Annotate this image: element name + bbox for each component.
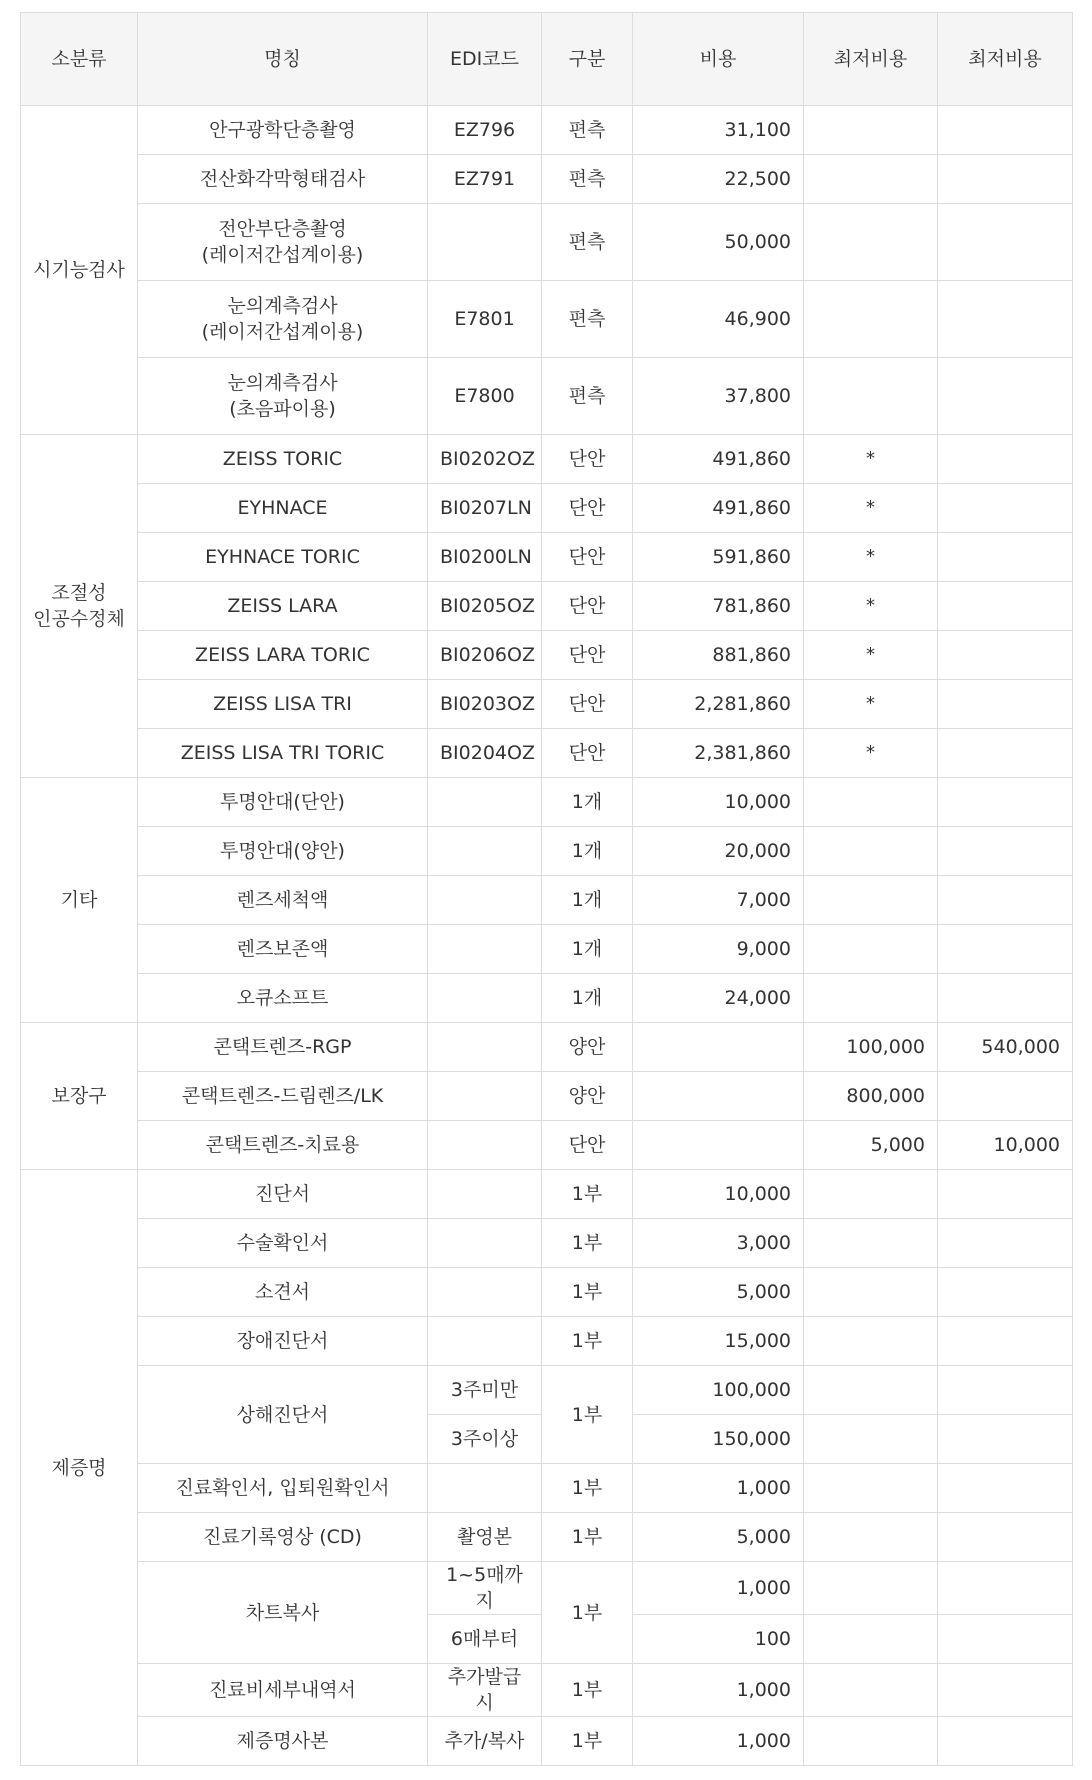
edi-code: BI0202OZ — [428, 435, 542, 484]
item-name: 진료기록영상 (CD) — [138, 1513, 428, 1562]
cost: 491,860 — [633, 484, 804, 533]
min-cost-1: * — [804, 582, 938, 631]
edi-code — [428, 1023, 542, 1072]
min-cost-1 — [804, 1562, 938, 1615]
min-cost-2 — [938, 1664, 1073, 1717]
min-cost-1: * — [804, 435, 938, 484]
category-cell: 보장구 — [21, 1023, 138, 1170]
header-min-cost-1: 최저비용 — [804, 13, 938, 106]
item-type: 1부 — [542, 1664, 633, 1717]
item-type: 편측 — [542, 155, 633, 204]
table-row — [21, 1219, 1073, 1268]
item-name: 장애진단서 — [138, 1317, 428, 1366]
item-name: ZEISS LISA TRI TORIC — [138, 729, 428, 778]
cost: 10,000 — [633, 778, 804, 827]
cost: 881,860 — [633, 631, 804, 680]
min-cost-1: * — [804, 680, 938, 729]
cost: 1,000 — [633, 1664, 804, 1717]
edi-code — [428, 974, 542, 1023]
cost: 1,000 — [633, 1562, 804, 1615]
cost: 50,000 — [633, 204, 804, 281]
item-name: 소견서 — [138, 1268, 428, 1317]
min-cost-2 — [938, 631, 1073, 680]
item-type: 1부 — [542, 1268, 633, 1317]
cost: 1,000 — [633, 1464, 804, 1513]
cost: 7,000 — [633, 876, 804, 925]
min-cost-1 — [804, 281, 938, 358]
min-cost-2 — [938, 281, 1073, 358]
item-type: 1부 — [542, 1366, 633, 1464]
min-cost-2 — [938, 484, 1073, 533]
edi-code: 추가/복사 — [428, 1717, 542, 1766]
item-name: ZEISS LARA TORIC — [138, 631, 428, 680]
edi-code: BI0204OZ — [428, 729, 542, 778]
item-name: 전안부단층촬영 (레이저간섭계이용) — [138, 204, 428, 281]
edi-code: BI0205OZ — [428, 582, 542, 631]
table-row — [21, 827, 1073, 876]
edi-code — [428, 876, 542, 925]
edi-code — [428, 204, 542, 281]
item-name: EYHNACE — [138, 484, 428, 533]
min-cost-1 — [804, 1717, 938, 1766]
table-row — [21, 974, 1073, 1023]
item-name: 상해진단서 — [138, 1366, 428, 1464]
item-name: 투명안대(양안) — [138, 827, 428, 876]
cost — [633, 1072, 804, 1121]
edi-code: 1~5매까지 — [428, 1562, 542, 1615]
min-cost-2 — [938, 827, 1073, 876]
item-type: 편측 — [542, 281, 633, 358]
item-type: 1부 — [542, 1464, 633, 1513]
min-cost-1 — [804, 1317, 938, 1366]
item-name: 콘택트렌즈-드림렌즈/LK — [138, 1072, 428, 1121]
item-name: EYHNACE TORIC — [138, 533, 428, 582]
item-type: 1부 — [542, 1717, 633, 1766]
item-name: 오큐소프트 — [138, 974, 428, 1023]
min-cost-2: 540,000 — [938, 1023, 1073, 1072]
item-name: 차트복사 — [138, 1562, 428, 1664]
table-header — [21, 13, 1073, 106]
item-name: 렌즈보존액 — [138, 925, 428, 974]
cost: 37,800 — [633, 358, 804, 435]
item-name: ZEISS LISA TRI — [138, 680, 428, 729]
header-name: 명칭 — [138, 13, 428, 106]
table-row — [21, 204, 1073, 281]
cost — [633, 1023, 804, 1072]
item-type: 1개 — [542, 778, 633, 827]
min-cost-2 — [938, 204, 1073, 281]
edi-code — [428, 1072, 542, 1121]
min-cost-1 — [804, 876, 938, 925]
table-row — [21, 1072, 1073, 1121]
item-type: 1부 — [542, 1170, 633, 1219]
min-cost-2 — [938, 1072, 1073, 1121]
edi-code — [428, 1317, 542, 1366]
item-name: 안구광학단층촬영 — [138, 106, 428, 155]
item-name: 진단서 — [138, 1170, 428, 1219]
edi-code: BI0206OZ — [428, 631, 542, 680]
edi-code — [428, 1464, 542, 1513]
edi-code — [428, 1121, 542, 1170]
item-name: 콘택트렌즈-치료용 — [138, 1121, 428, 1170]
header-min-cost-2: 최저비용 — [938, 13, 1073, 106]
item-name: 진료비세부내역서 — [138, 1664, 428, 1717]
cost: 9,000 — [633, 925, 804, 974]
item-type: 1개 — [542, 974, 633, 1023]
item-type: 1부 — [542, 1513, 633, 1562]
min-cost-2 — [938, 1366, 1073, 1415]
item-type: 1개 — [542, 925, 633, 974]
min-cost-1 — [804, 1415, 938, 1464]
min-cost-2 — [938, 1268, 1073, 1317]
cost: 24,000 — [633, 974, 804, 1023]
min-cost-1 — [804, 106, 938, 155]
edi-code — [428, 827, 542, 876]
item-type: 편측 — [542, 204, 633, 281]
table-row — [21, 1268, 1073, 1317]
table-row — [21, 1317, 1073, 1366]
item-type: 단안 — [542, 582, 633, 631]
cost: 15,000 — [633, 1317, 804, 1366]
min-cost-1 — [804, 1513, 938, 1562]
table-row — [21, 1562, 1073, 1615]
min-cost-1: 800,000 — [804, 1072, 938, 1121]
min-cost-1: * — [804, 631, 938, 680]
cost — [633, 1121, 804, 1170]
item-type: 단안 — [542, 533, 633, 582]
min-cost-2 — [938, 1717, 1073, 1766]
header-category: 소분류 — [21, 13, 138, 106]
category-cell: 시기능검사 — [21, 106, 138, 435]
table-row — [21, 358, 1073, 435]
cost: 591,860 — [633, 533, 804, 582]
table-row — [21, 1664, 1073, 1717]
header-edi: EDI코드 — [428, 13, 542, 106]
edi-code: E7800 — [428, 358, 542, 435]
min-cost-1 — [804, 778, 938, 827]
table-row — [21, 484, 1073, 533]
item-name: ZEISS TORIC — [138, 435, 428, 484]
min-cost-1 — [804, 204, 938, 281]
cost: 3,000 — [633, 1219, 804, 1268]
item-type: 편측 — [542, 106, 633, 155]
edi-code: EZ791 — [428, 155, 542, 204]
cost: 5,000 — [633, 1513, 804, 1562]
table-row — [21, 631, 1073, 680]
table-row — [21, 281, 1073, 358]
cost: 150,000 — [633, 1415, 804, 1464]
item-name: 제증명사본 — [138, 1717, 428, 1766]
table-row — [21, 106, 1073, 155]
edi-code — [428, 1170, 542, 1219]
min-cost-2 — [938, 1170, 1073, 1219]
category-cell: 기타 — [21, 778, 138, 1023]
cost: 2,281,860 — [633, 680, 804, 729]
min-cost-1 — [804, 1615, 938, 1664]
min-cost-1 — [804, 925, 938, 974]
item-name: 수술확인서 — [138, 1219, 428, 1268]
table-row — [21, 778, 1073, 827]
item-type: 양안 — [542, 1023, 633, 1072]
edi-code — [428, 925, 542, 974]
table-row — [21, 925, 1073, 974]
edi-code: 3주미만 — [428, 1366, 542, 1415]
min-cost-1: * — [804, 533, 938, 582]
min-cost-1: 100,000 — [804, 1023, 938, 1072]
min-cost-2 — [938, 778, 1073, 827]
edi-code — [428, 1219, 542, 1268]
min-cost-1: 5,000 — [804, 1121, 938, 1170]
table-row — [21, 1121, 1073, 1170]
edi-code: 추가발급시 — [428, 1664, 542, 1717]
table-row — [21, 1170, 1073, 1219]
table-row — [21, 1513, 1073, 1562]
min-cost-1 — [804, 974, 938, 1023]
item-type: 1부 — [542, 1562, 633, 1664]
min-cost-2 — [938, 1317, 1073, 1366]
table-row — [21, 1464, 1073, 1513]
table-row — [21, 582, 1073, 631]
min-cost-1 — [804, 358, 938, 435]
cost: 20,000 — [633, 827, 804, 876]
min-cost-2 — [938, 106, 1073, 155]
item-name: ZEISS LARA — [138, 582, 428, 631]
min-cost-2 — [938, 1464, 1073, 1513]
cost: 22,500 — [633, 155, 804, 204]
table-row — [21, 435, 1073, 484]
min-cost-2 — [938, 358, 1073, 435]
item-type: 단안 — [542, 484, 633, 533]
edi-code: 촬영본 — [428, 1513, 542, 1562]
edi-code — [428, 778, 542, 827]
min-cost-1 — [804, 1366, 938, 1415]
edi-code — [428, 1268, 542, 1317]
min-cost-1: * — [804, 729, 938, 778]
cost: 2,381,860 — [633, 729, 804, 778]
min-cost-2 — [938, 435, 1073, 484]
min-cost-1 — [804, 1170, 938, 1219]
item-type: 단안 — [542, 680, 633, 729]
table-row — [21, 1023, 1073, 1072]
min-cost-1: * — [804, 484, 938, 533]
edi-code: 3주이상 — [428, 1415, 542, 1464]
item-name: 투명안대(단안) — [138, 778, 428, 827]
cost: 10,000 — [633, 1170, 804, 1219]
min-cost-2 — [938, 729, 1073, 778]
edi-code: 6매부터 — [428, 1615, 542, 1664]
table-row — [21, 155, 1073, 204]
min-cost-2 — [938, 1513, 1073, 1562]
edi-code: EZ796 — [428, 106, 542, 155]
category-cell: 제증명 — [21, 1170, 138, 1766]
header-cost: 비용 — [633, 13, 804, 106]
item-type: 편측 — [542, 358, 633, 435]
category-cell: 조절성 인공수정체 — [21, 435, 138, 778]
min-cost-2 — [938, 533, 1073, 582]
min-cost-2 — [938, 876, 1073, 925]
cost: 31,100 — [633, 106, 804, 155]
item-type: 단안 — [542, 631, 633, 680]
table-body — [21, 106, 1073, 1766]
header-type: 구분 — [542, 13, 633, 106]
table-row — [21, 1717, 1073, 1766]
table-row — [21, 680, 1073, 729]
min-cost-1 — [804, 1268, 938, 1317]
item-name: 전산화각막형태검사 — [138, 155, 428, 204]
table-row — [21, 1366, 1073, 1415]
fee-table-container — [20, 12, 1072, 1766]
min-cost-2 — [938, 1615, 1073, 1664]
edi-code: BI0203OZ — [428, 680, 542, 729]
min-cost-1 — [804, 155, 938, 204]
table-row — [21, 876, 1073, 925]
item-name: 콘택트렌즈-RGP — [138, 1023, 428, 1072]
cost: 46,900 — [633, 281, 804, 358]
item-type: 1개 — [542, 876, 633, 925]
cost: 5,000 — [633, 1268, 804, 1317]
cost: 100,000 — [633, 1366, 804, 1415]
fee-table — [20, 12, 1073, 1766]
item-type: 양안 — [542, 1072, 633, 1121]
item-name: 눈의계측검사 (초음파이용) — [138, 358, 428, 435]
cost: 491,860 — [633, 435, 804, 484]
min-cost-1 — [804, 1464, 938, 1513]
min-cost-2 — [938, 680, 1073, 729]
cost: 100 — [633, 1615, 804, 1664]
min-cost-1 — [804, 827, 938, 876]
min-cost-2 — [938, 1415, 1073, 1464]
cost: 781,860 — [633, 582, 804, 631]
item-type: 단안 — [542, 1121, 633, 1170]
min-cost-2 — [938, 925, 1073, 974]
table-row — [21, 533, 1073, 582]
item-type: 1부 — [542, 1219, 633, 1268]
min-cost-2 — [938, 155, 1073, 204]
item-type: 단안 — [542, 435, 633, 484]
min-cost-2: 10,000 — [938, 1121, 1073, 1170]
edi-code: BI0200LN — [428, 533, 542, 582]
min-cost-2 — [938, 582, 1073, 631]
table-row — [21, 729, 1073, 778]
min-cost-2 — [938, 974, 1073, 1023]
item-name: 렌즈세척액 — [138, 876, 428, 925]
edi-code: BI0207LN — [428, 484, 542, 533]
item-type: 1개 — [542, 827, 633, 876]
min-cost-2 — [938, 1562, 1073, 1615]
min-cost-2 — [938, 1219, 1073, 1268]
item-name: 진료확인서, 입퇴원확인서 — [138, 1464, 428, 1513]
cost: 1,000 — [633, 1717, 804, 1766]
min-cost-1 — [804, 1664, 938, 1717]
item-type: 단안 — [542, 729, 633, 778]
edi-code: E7801 — [428, 281, 542, 358]
min-cost-1 — [804, 1219, 938, 1268]
item-name: 눈의계측검사 (레이저간섭계이용) — [138, 281, 428, 358]
item-type: 1부 — [542, 1317, 633, 1366]
